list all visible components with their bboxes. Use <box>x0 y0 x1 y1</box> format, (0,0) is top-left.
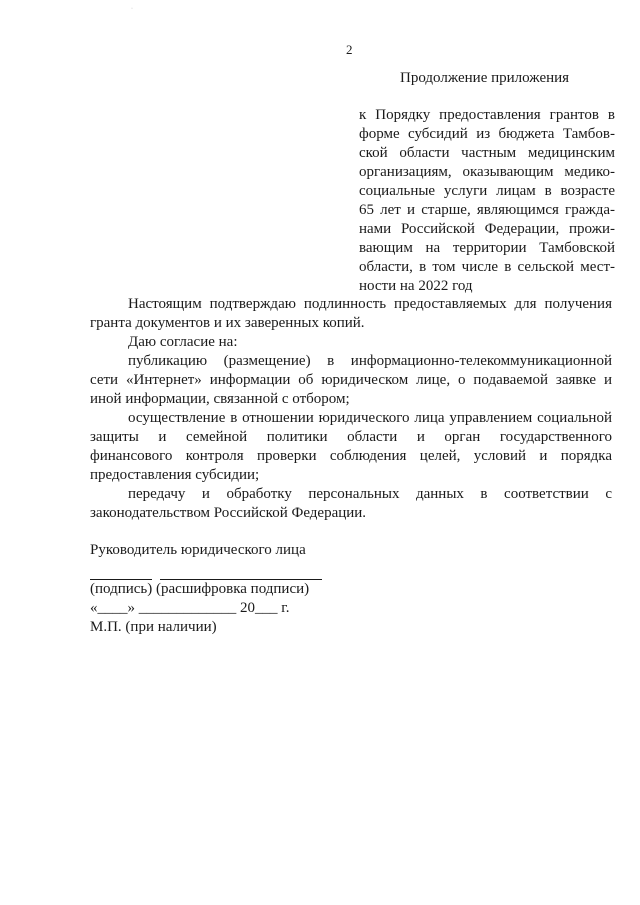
signature-caption: (подпись) (расшифровка подписи) <box>90 581 310 597</box>
appendix-ref-line: нами Российской Федерации, прожи- <box>359 221 615 237</box>
appendix-ref-line: форме субсидий из бюджета Тамбов- <box>359 126 615 142</box>
personal-data-consent-line: законодательством Российской Федерации. <box>90 505 367 521</box>
page-number: 2 <box>346 42 353 57</box>
scan-mark: · <box>131 6 133 12</box>
appendix-ref-line: к Порядку предоставления грантов в <box>359 107 615 123</box>
publication-consent-line: публикацию (размещение) в информационно-телекоммуникационной <box>128 353 612 369</box>
name-transcript-field <box>160 560 322 580</box>
appendix-ref-line: ской области частным медицинским <box>359 145 615 161</box>
publication-consent-line: иной информации, связанной с отбором; <box>90 391 350 407</box>
appendix-ref-line: организациям, оказывающим медико- <box>359 164 615 180</box>
consent-heading: Даю согласие на: <box>128 334 238 350</box>
consent-body <box>90 295 612 523</box>
audit-consent-line: финансового контроля проверки соблюдения целей, условий и порядка <box>90 448 612 464</box>
appendix-ref-line: ности на 2022 год <box>359 278 473 294</box>
date-line: «____» _____________ 20___ г. <box>90 600 290 616</box>
signature-rules <box>90 560 322 580</box>
appendix-ref-line: 65 лет и старше, являющимся гражда- <box>359 202 615 218</box>
seal-note: М.П. (при наличии) <box>90 619 217 635</box>
signature-field <box>90 560 152 580</box>
head-of-entity-label: Руководитель юридического лица <box>90 542 306 558</box>
publication-consent-line: сети «Интернет» информации об юридическом лице, о подаваемой заявке и <box>90 372 612 388</box>
personal-data-consent-line: передачу и обработку персональных данных в соответствии с <box>128 486 612 502</box>
audit-consent-line: защиты и семейной политики области и орган государственного <box>90 429 612 445</box>
appendix-ref-line: социальные услуги лицам в возрасте <box>359 183 615 199</box>
audit-consent-line: осуществление в отношении юридического лица управлением социальной <box>128 410 612 426</box>
appendix-reference <box>359 106 615 296</box>
authenticity-paragraph-line: гранта документов и их заверенных копий. <box>90 315 365 331</box>
appendix-ref-line: вающим на территории Тамбовской <box>359 240 615 256</box>
signature-block <box>90 541 322 637</box>
authenticity-paragraph-line: Настоящим подтверждаю подлинность предоставляемых для получения <box>128 296 612 312</box>
appendix-ref-line: области, в том числе в сельской мест- <box>359 259 615 275</box>
audit-consent-line: предоставления субсидии; <box>90 467 260 483</box>
appendix-title: Продолжение приложения <box>400 70 570 86</box>
